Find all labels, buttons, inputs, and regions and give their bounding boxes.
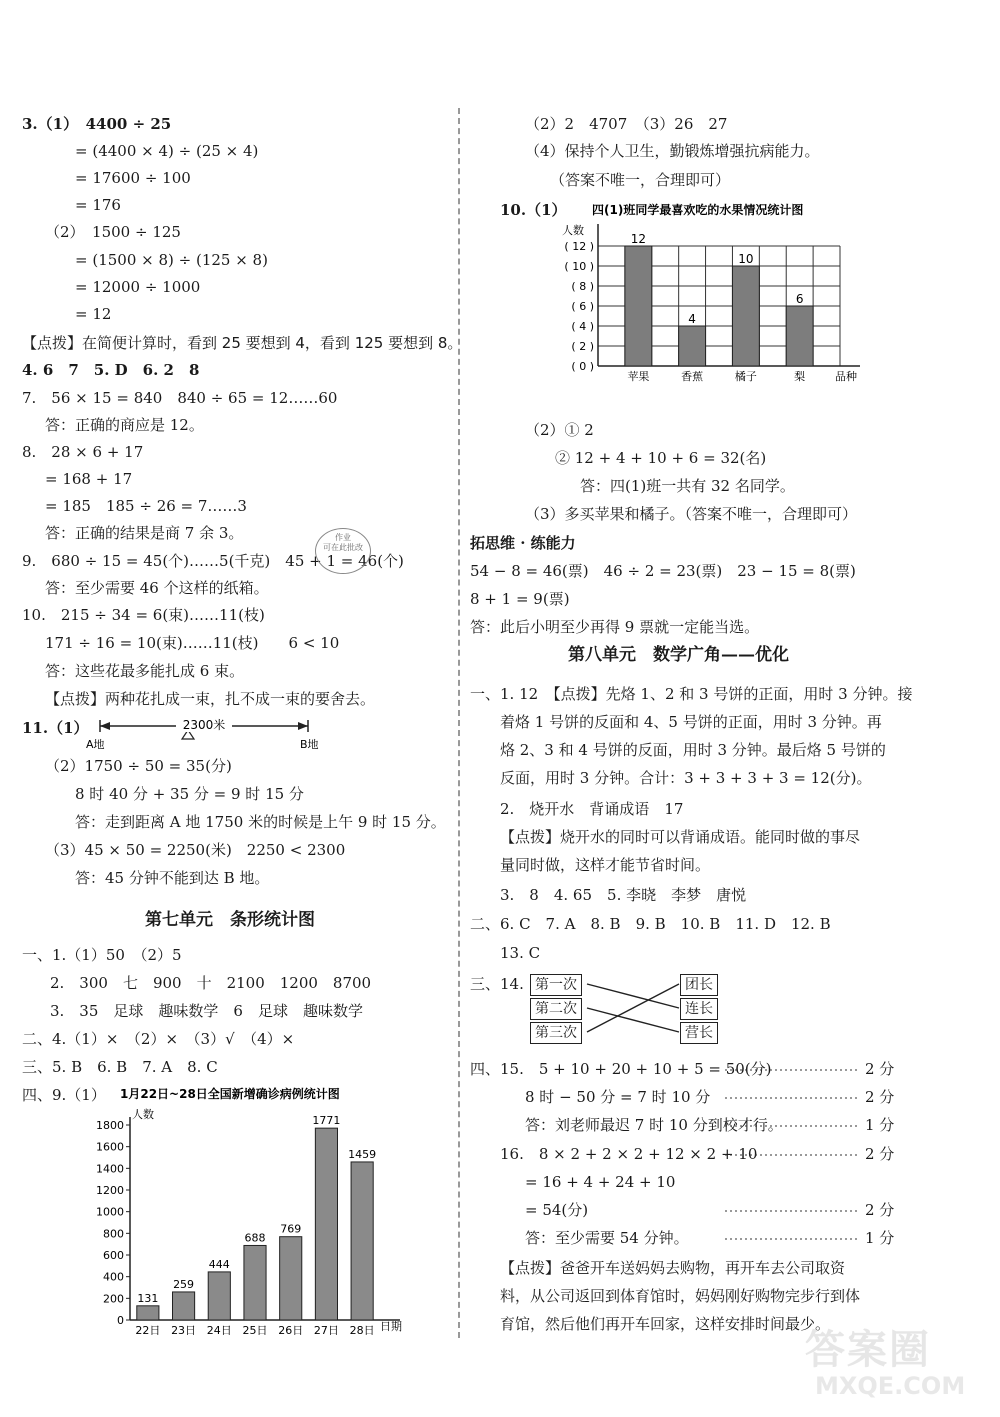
- score: 2 分: [865, 1088, 895, 1106]
- chart1-data-label: 444: [208, 1257, 230, 1271]
- chart1-x-tick-label: 28日: [349, 1324, 375, 1335]
- chart1-x-tick-label: 22日: [135, 1324, 161, 1335]
- chart1-bar: [173, 1292, 195, 1320]
- r-top-line: （2）2 4707 （3）26 27: [525, 115, 728, 133]
- u7-line: 3. 35 足球 趣味数学 6 足球 趣味数学: [50, 1002, 363, 1020]
- chart1-y-tick-label: 1000: [96, 1205, 124, 1219]
- u8-line: 反面，用时 3 分钟。合计：3 + 3 + 3 + 3 = 12(分)。: [500, 769, 872, 787]
- point-b-label: B地: [300, 738, 319, 751]
- chart2-y-tick-label: ( 12 ): [564, 240, 594, 253]
- q10-label: 10.（1）: [500, 201, 567, 219]
- u8-line: 一、1. 12 【点拨】先烙 1、2 和 3 号饼的正面，用时 3 分钟。接: [470, 685, 913, 703]
- q9-line: 9. 680 ÷ 15 = 45(个)……5(千克) 45 + 1 = 46(个): [22, 552, 404, 570]
- chart2-ylabel: 人数: [562, 224, 584, 237]
- r-top-line: （4）保持个人卫生，勤锻炼增强抗病能力。: [525, 142, 820, 160]
- chart1-x-tick-label: 24日: [206, 1324, 232, 1335]
- r-top-line: （答案不唯一，合理即可）: [550, 171, 731, 189]
- u7-line: 二、4.（1）× （2）× （3）√ （4）×: [22, 1030, 295, 1048]
- score: 2 分: [865, 1201, 895, 1219]
- q4-line: 4. 6 7 5. D 6. 2 8: [22, 361, 200, 379]
- q8-answer: 答：正确的结果是商 7 余 3。: [45, 524, 244, 542]
- tuo-line: 8 + 1 = 9(票): [470, 590, 570, 608]
- match-right-item: 营长: [680, 1022, 718, 1044]
- chart2-y-tick-label: ( 2 ): [571, 340, 594, 353]
- score-dots: [725, 1058, 865, 1258]
- chart1-bar: [315, 1128, 337, 1320]
- distance-label: 2300米: [182, 718, 226, 732]
- chart1-data-label: 131: [137, 1291, 159, 1305]
- chart2-y-tick-label: ( 10 ): [564, 260, 594, 273]
- chart2-x-tick-label: 苹果: [627, 370, 650, 383]
- chart1-y-tick-label: 1400: [96, 1162, 124, 1176]
- q8-line: 8. 28 × 6 + 17: [22, 443, 144, 461]
- column-divider: [458, 108, 460, 1338]
- chart2-bar: [625, 246, 652, 366]
- chart2-bar: [786, 306, 813, 366]
- chart2-data-label: 4: [688, 312, 696, 326]
- u8-line: 答：至少需要 54 分钟。: [525, 1229, 689, 1247]
- chart1-x-tick-label: 25日: [242, 1324, 268, 1335]
- chart2-xlabel: 品种: [835, 370, 857, 383]
- grading-stamp: [315, 528, 371, 574]
- chart1-data-label: 1459: [348, 1147, 377, 1161]
- u8-line: 着烙 1 号饼的反面和 4、5 号饼的正面，用时 3 分钟。再: [500, 713, 882, 731]
- hint-q16: 料，从公司返回到体育馆时，妈妈刚好购物完步行到体: [500, 1287, 861, 1305]
- hint-q10: 【点拨】两种花扎成一束，扎不成一束的要舍去。: [45, 690, 376, 708]
- q3-line: = (4400 × 4) ÷ (25 × 4): [75, 142, 259, 160]
- covid-bar-chart: [80, 1080, 430, 1335]
- score: 1 分: [865, 1116, 895, 1134]
- chart1-data-label: 769: [280, 1222, 302, 1236]
- chart2-x-tick-label: 香蕉: [681, 370, 704, 383]
- chart1-y-tick-label: 0: [117, 1314, 124, 1327]
- chart1-data-label: 1771: [312, 1114, 341, 1128]
- point-a-label: A地: [86, 738, 105, 751]
- q10-after: （3）多买苹果和橘子。（答案不唯一，合理即可）: [525, 505, 858, 523]
- u8-line: 13. C: [500, 944, 541, 962]
- chart2-y-tick-label: ( 6 ): [571, 300, 594, 313]
- q11-line: （2）1750 ÷ 50 = 35(分): [45, 757, 232, 775]
- chart1-bar: [137, 1306, 159, 1320]
- unit7-title: 第七单元 条形统计图: [145, 910, 315, 930]
- chart2-y-tick-label: ( 4 ): [571, 320, 594, 333]
- chart1-y-tick-label: 800: [103, 1227, 124, 1241]
- q3-line: = (1500 × 8) ÷ (125 × 8): [75, 251, 268, 269]
- q8-line: = 185 185 ÷ 26 = 7……3: [45, 497, 247, 515]
- q10-after: （2）① 2: [525, 421, 594, 439]
- watermark-url: MXQE.COM: [815, 1372, 966, 1400]
- stamp-title: 作业: [335, 533, 351, 542]
- u7-line: 三、5. B 6. B 7. A 8. C: [22, 1058, 218, 1076]
- score: 2 分: [865, 1060, 895, 1078]
- chart1-bar: [280, 1237, 302, 1320]
- chart1-y-tick-label: 400: [103, 1270, 124, 1284]
- q11-line: 8 时 40 分 + 35 分 = 9 时 15 分: [75, 785, 304, 803]
- u8-hint: 【点拨】烧开水的同时可以背诵成语。能同时做的事尽: [500, 828, 861, 846]
- chart1-y-tick-label: 1800: [96, 1119, 124, 1132]
- q11-line: （3）45 × 50 = 2250(米) 2250 < 2300: [45, 841, 346, 859]
- hint-q16: 育馆，然后他们再开车回家，这样安排时间最少。: [500, 1315, 831, 1333]
- u8-line: = 54(分): [525, 1201, 589, 1219]
- chart2-bar: [679, 326, 706, 366]
- q10-line: 171 ÷ 16 = 10(束)……11(枝) 6 < 10: [45, 634, 340, 652]
- chart2-data-label: 6: [795, 292, 804, 306]
- q3-line: 3.（1） 4400 ÷ 25: [22, 115, 172, 133]
- chart2-bar: [732, 266, 759, 366]
- q3-line: = 176: [75, 196, 121, 214]
- chart1-x-tick-label: 26日: [278, 1324, 304, 1335]
- u8-line: 8 时 − 50 分 = 7 时 10 分: [525, 1088, 711, 1106]
- chart2-y-tick-label: ( 0 ): [571, 360, 594, 373]
- u8-line: 3. 8 4. 65 5. 李晓 李梦 唐悦: [500, 886, 747, 904]
- hint-q3: 【点拨】在简便计算时，看到 25 要想到 4，看到 125 要想到 8。: [22, 334, 463, 352]
- match-label: 三、14.: [470, 975, 524, 993]
- chart2-data-label: 10: [738, 252, 754, 266]
- u8-line: 烙 2、3 和 4 号饼的反面，用时 3 分钟。最后烙 5 号饼的: [500, 741, 886, 759]
- q3-line: = 12: [75, 305, 112, 323]
- q8-line: = 168 + 17: [45, 470, 133, 488]
- hint-q16: 【点拨】爸爸开车送妈妈去购物，再开车去公司取资: [500, 1259, 846, 1277]
- q9-answer: 答：至少需要 46 个这样的纸箱。: [45, 579, 269, 597]
- chart1-y-tick-label: 200: [103, 1292, 124, 1306]
- match-left-item: 第一次: [530, 974, 582, 996]
- stamp-text: 可在此批改: [323, 543, 363, 552]
- chart1-title: 1月22日~28日全国新增确诊病例统计图: [120, 1087, 340, 1101]
- match-right-item: 团长: [680, 974, 718, 996]
- q10-after: ② 12 + 4 + 10 + 6 = 32(名): [555, 449, 767, 467]
- chart2-y-tick-label: ( 8 ): [571, 280, 594, 293]
- u8-line: 二、6. C 7. A 8. B 9. B 10. B 11. D 12. B: [470, 915, 831, 933]
- u8-hint: 量同时做，这样才能节省时间。: [500, 856, 711, 874]
- chart1-bar: [244, 1245, 266, 1320]
- unit8-title: 第八单元 数学广角——优化: [568, 645, 789, 665]
- u7-line: 一、1.（1）50 （2）5: [22, 946, 182, 964]
- q11-answer: 答：45 分钟不能到达 B 地。: [75, 869, 270, 887]
- chart1-y-tick-label: 600: [103, 1249, 124, 1262]
- u7-line: 四、9.（1）: [22, 1086, 106, 1104]
- u7-line: 2. 300 七 900 十 2100 1200 8700: [50, 974, 372, 992]
- chart1-x-tick-label: 27日: [313, 1324, 339, 1335]
- score: 2 分: [865, 1145, 895, 1163]
- q11-label: 11.（1）: [22, 719, 89, 737]
- chart1-x-tick-label: 23日: [171, 1324, 197, 1335]
- u8-line: 四、15. 5 + 10 + 20 + 10 + 5 = 50(分): [470, 1060, 772, 1078]
- score: 1 分: [865, 1229, 895, 1247]
- u8-line: = 16 + 4 + 24 + 10: [525, 1173, 676, 1191]
- tuo-line: 54 − 8 = 46(票) 46 ÷ 2 = 23(票) 23 − 15 = 8(票): [470, 562, 856, 580]
- u8-line: 2. 烧开水 背诵成语 17: [500, 800, 684, 818]
- q11-answer: 答：走到距离 A 地 1750 米的时候是上午 9 时 15 分。: [75, 813, 446, 831]
- chart1-y-tick-label: 1600: [96, 1140, 124, 1154]
- u8-line: 答：刘老师最迟 7 时 10 分到校才行。: [525, 1116, 783, 1134]
- q10-answer: 答：这些花最多能扎成 6 束。: [45, 662, 245, 680]
- match-left-item: 第二次: [530, 998, 582, 1020]
- q3-line: （2） 1500 ÷ 125: [45, 223, 181, 241]
- chart1-bar: [351, 1162, 373, 1320]
- chart2-x-tick-label: 橘子: [734, 370, 757, 383]
- distance-diagram: [80, 712, 330, 752]
- match-left-item: 第三次: [530, 1022, 582, 1044]
- q3-line: = 17600 ÷ 100: [75, 169, 191, 187]
- chart1-ylabel: 人数: [132, 1108, 154, 1121]
- match-right-item: 连长: [680, 998, 718, 1020]
- chart1-xlabel: 日期: [380, 1320, 402, 1333]
- chart2-x-tick-label: 梨: [794, 370, 806, 383]
- tuo-line: 答：此后小明至少再得 9 票就一定能当选。: [470, 618, 760, 636]
- q10-line: 10. 215 ÷ 34 = 6(束)……11(枝): [22, 606, 265, 624]
- q7-line: 7. 56 × 15 = 840 840 ÷ 65 = 12……60: [22, 389, 338, 407]
- q7-answer: 答：正确的商应是 12。: [45, 416, 204, 434]
- u8-line: 16. 8 × 2 + 2 × 2 + 12 × 2 + 10: [500, 1145, 758, 1163]
- chart1-data-label: 688: [244, 1231, 266, 1245]
- chart1-y-tick-label: 1200: [96, 1184, 124, 1197]
- tuo-title: 拓思维 · 练能力: [470, 534, 576, 552]
- chart1-bar: [208, 1272, 230, 1320]
- chart2-data-label: 12: [630, 232, 646, 246]
- q3-line: = 12000 ÷ 1000: [75, 278, 201, 296]
- q10-after: 答：四(1)班一共有 32 名同学。: [580, 477, 795, 495]
- watermark-logo: 答案圈: [805, 1327, 931, 1373]
- chart1-data-label: 259: [173, 1277, 195, 1291]
- match-lines: [585, 970, 685, 1050]
- fruit-bar-chart: [560, 198, 880, 388]
- chart2-title: 四(1)班同学最喜欢吃的水果情况统计图: [592, 203, 804, 217]
